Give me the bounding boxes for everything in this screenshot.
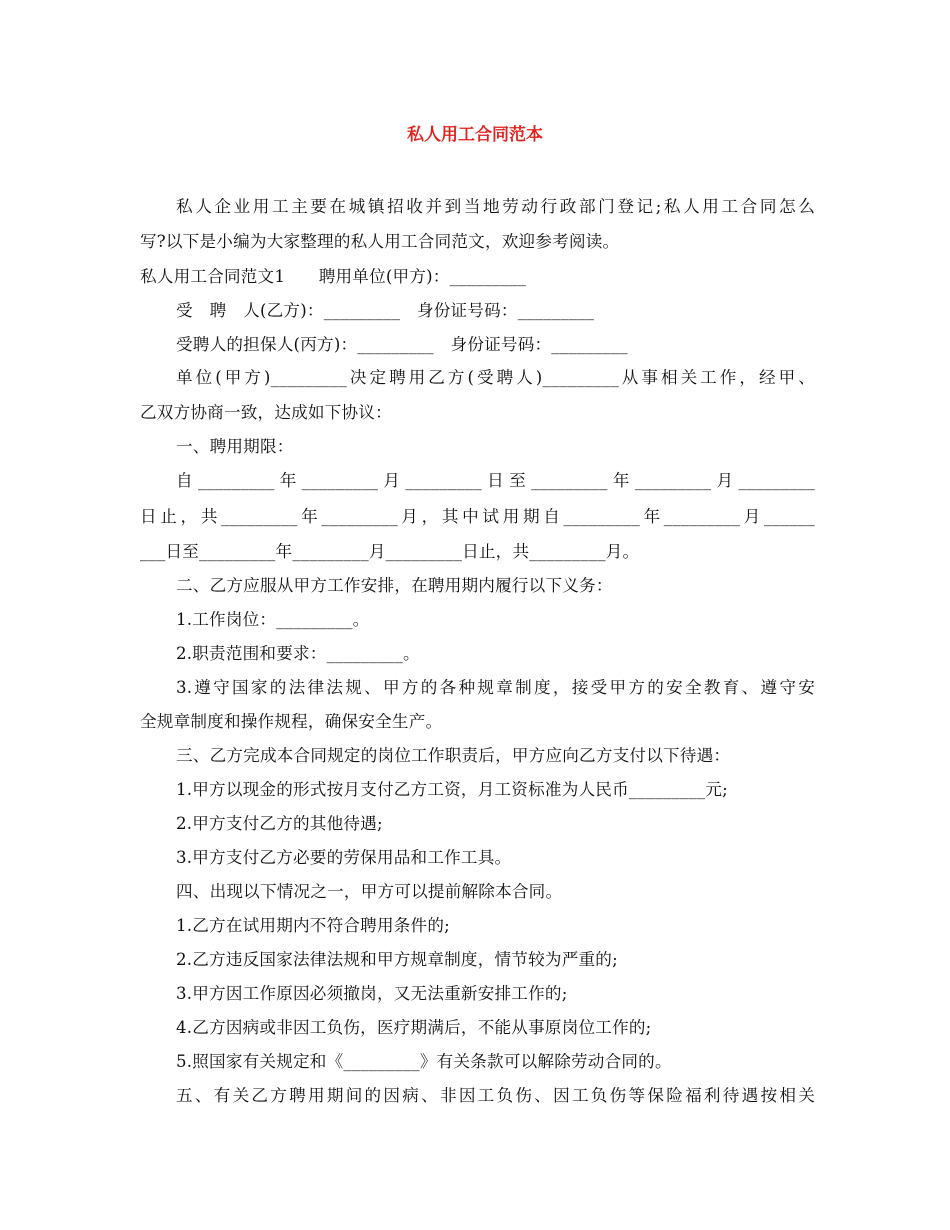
paragraph-line: 3.遵守国家的法律法规、甲方的各种规章制度，接受甲方的安全教育、遵守安 [176, 678, 815, 697]
paragraph-line: 2.乙方违反国家法律法规和甲方规章制度，情节较为严重的; [176, 950, 618, 969]
paragraph-line: 自_________年_________月_________日至_________年_________月_________ [176, 471, 815, 490]
document-title: 私人用工合同范本 [407, 125, 543, 145]
paragraph-line: 一、聘用期限： [176, 437, 294, 456]
paragraph-line: 5.照国家有关规定和《_________》有关条款可以解除劳动合同的。 [176, 1052, 672, 1071]
paragraph-line: 写?以下是小编为大家整理的私人用工合同范文，欢迎参考阅读。 [140, 232, 620, 251]
paragraph-line: 1.乙方在试用期内不符合聘用条件的; [176, 916, 450, 935]
paragraph-line: 全规章制度和操作规程，确保安全生产。 [140, 712, 443, 731]
paragraph-line: 3.甲方支付乙方必要的劳保用品和工作工具。 [176, 848, 512, 867]
paragraph-line: 4.乙方因病或非因工负伤，医疗期满后，不能从事原岗位工作的; [176, 1018, 652, 1037]
paragraph-line: 乙双方协商一致，达成如下协议： [140, 403, 392, 422]
paragraph-line: 私人用工合同范文1 聘用单位(甲方)：_________ [140, 267, 527, 286]
paragraph-line: 受聘人的担保人(丙方)：_________ 身份证号码：_________ [176, 335, 628, 354]
paragraph-line: 2.职责范围和要求：_________。 [176, 644, 420, 663]
paragraph-line: ___日至_________年_________月_________日止，共_________月。 [140, 542, 640, 561]
paragraph-line: 3.甲方因工作原因必须撤岗，又无法重新安排工作的; [176, 984, 568, 1003]
paragraph-line: 受 聘 人(乙方)：_________ 身份证号码：_________ [176, 301, 595, 320]
paragraph-line: 四、出现以下情况之一，甲方可以提前解除本合同。 [176, 882, 563, 901]
paragraph-line: 1.甲方以现金的形式按月支付乙方工资，月工资标准为人民币_________元; [176, 780, 728, 799]
paragraph-line: 二、乙方应服从甲方工作安排，在聘用期内履行以下义务： [176, 576, 613, 595]
paragraph-line: 2.甲方支付乙方的其他待遇; [176, 814, 383, 833]
paragraph-line: 五、有关乙方聘用期间的因病、非因工负伤、因工负伤等保险福利待遇按相关 [176, 1086, 815, 1105]
paragraph-line: 日止，共_________年_________月，其中试用期自_________年_________月______ [140, 507, 815, 526]
paragraph-line: 单位(甲方)_________决定聘用乙方(受聘人)_________从事相关工作，经甲、 [176, 368, 815, 387]
paragraph-line: 1.工作岗位：_________。 [176, 610, 370, 629]
paragraph-line: 私人企业用工主要在城镇招收并到当地劳动行政部门登记;私人用工合同怎么 [176, 197, 815, 216]
paragraph-line: 三、乙方完成本合同规定的岗位工作职责后，甲方应向乙方支付以下待遇： [176, 746, 731, 765]
